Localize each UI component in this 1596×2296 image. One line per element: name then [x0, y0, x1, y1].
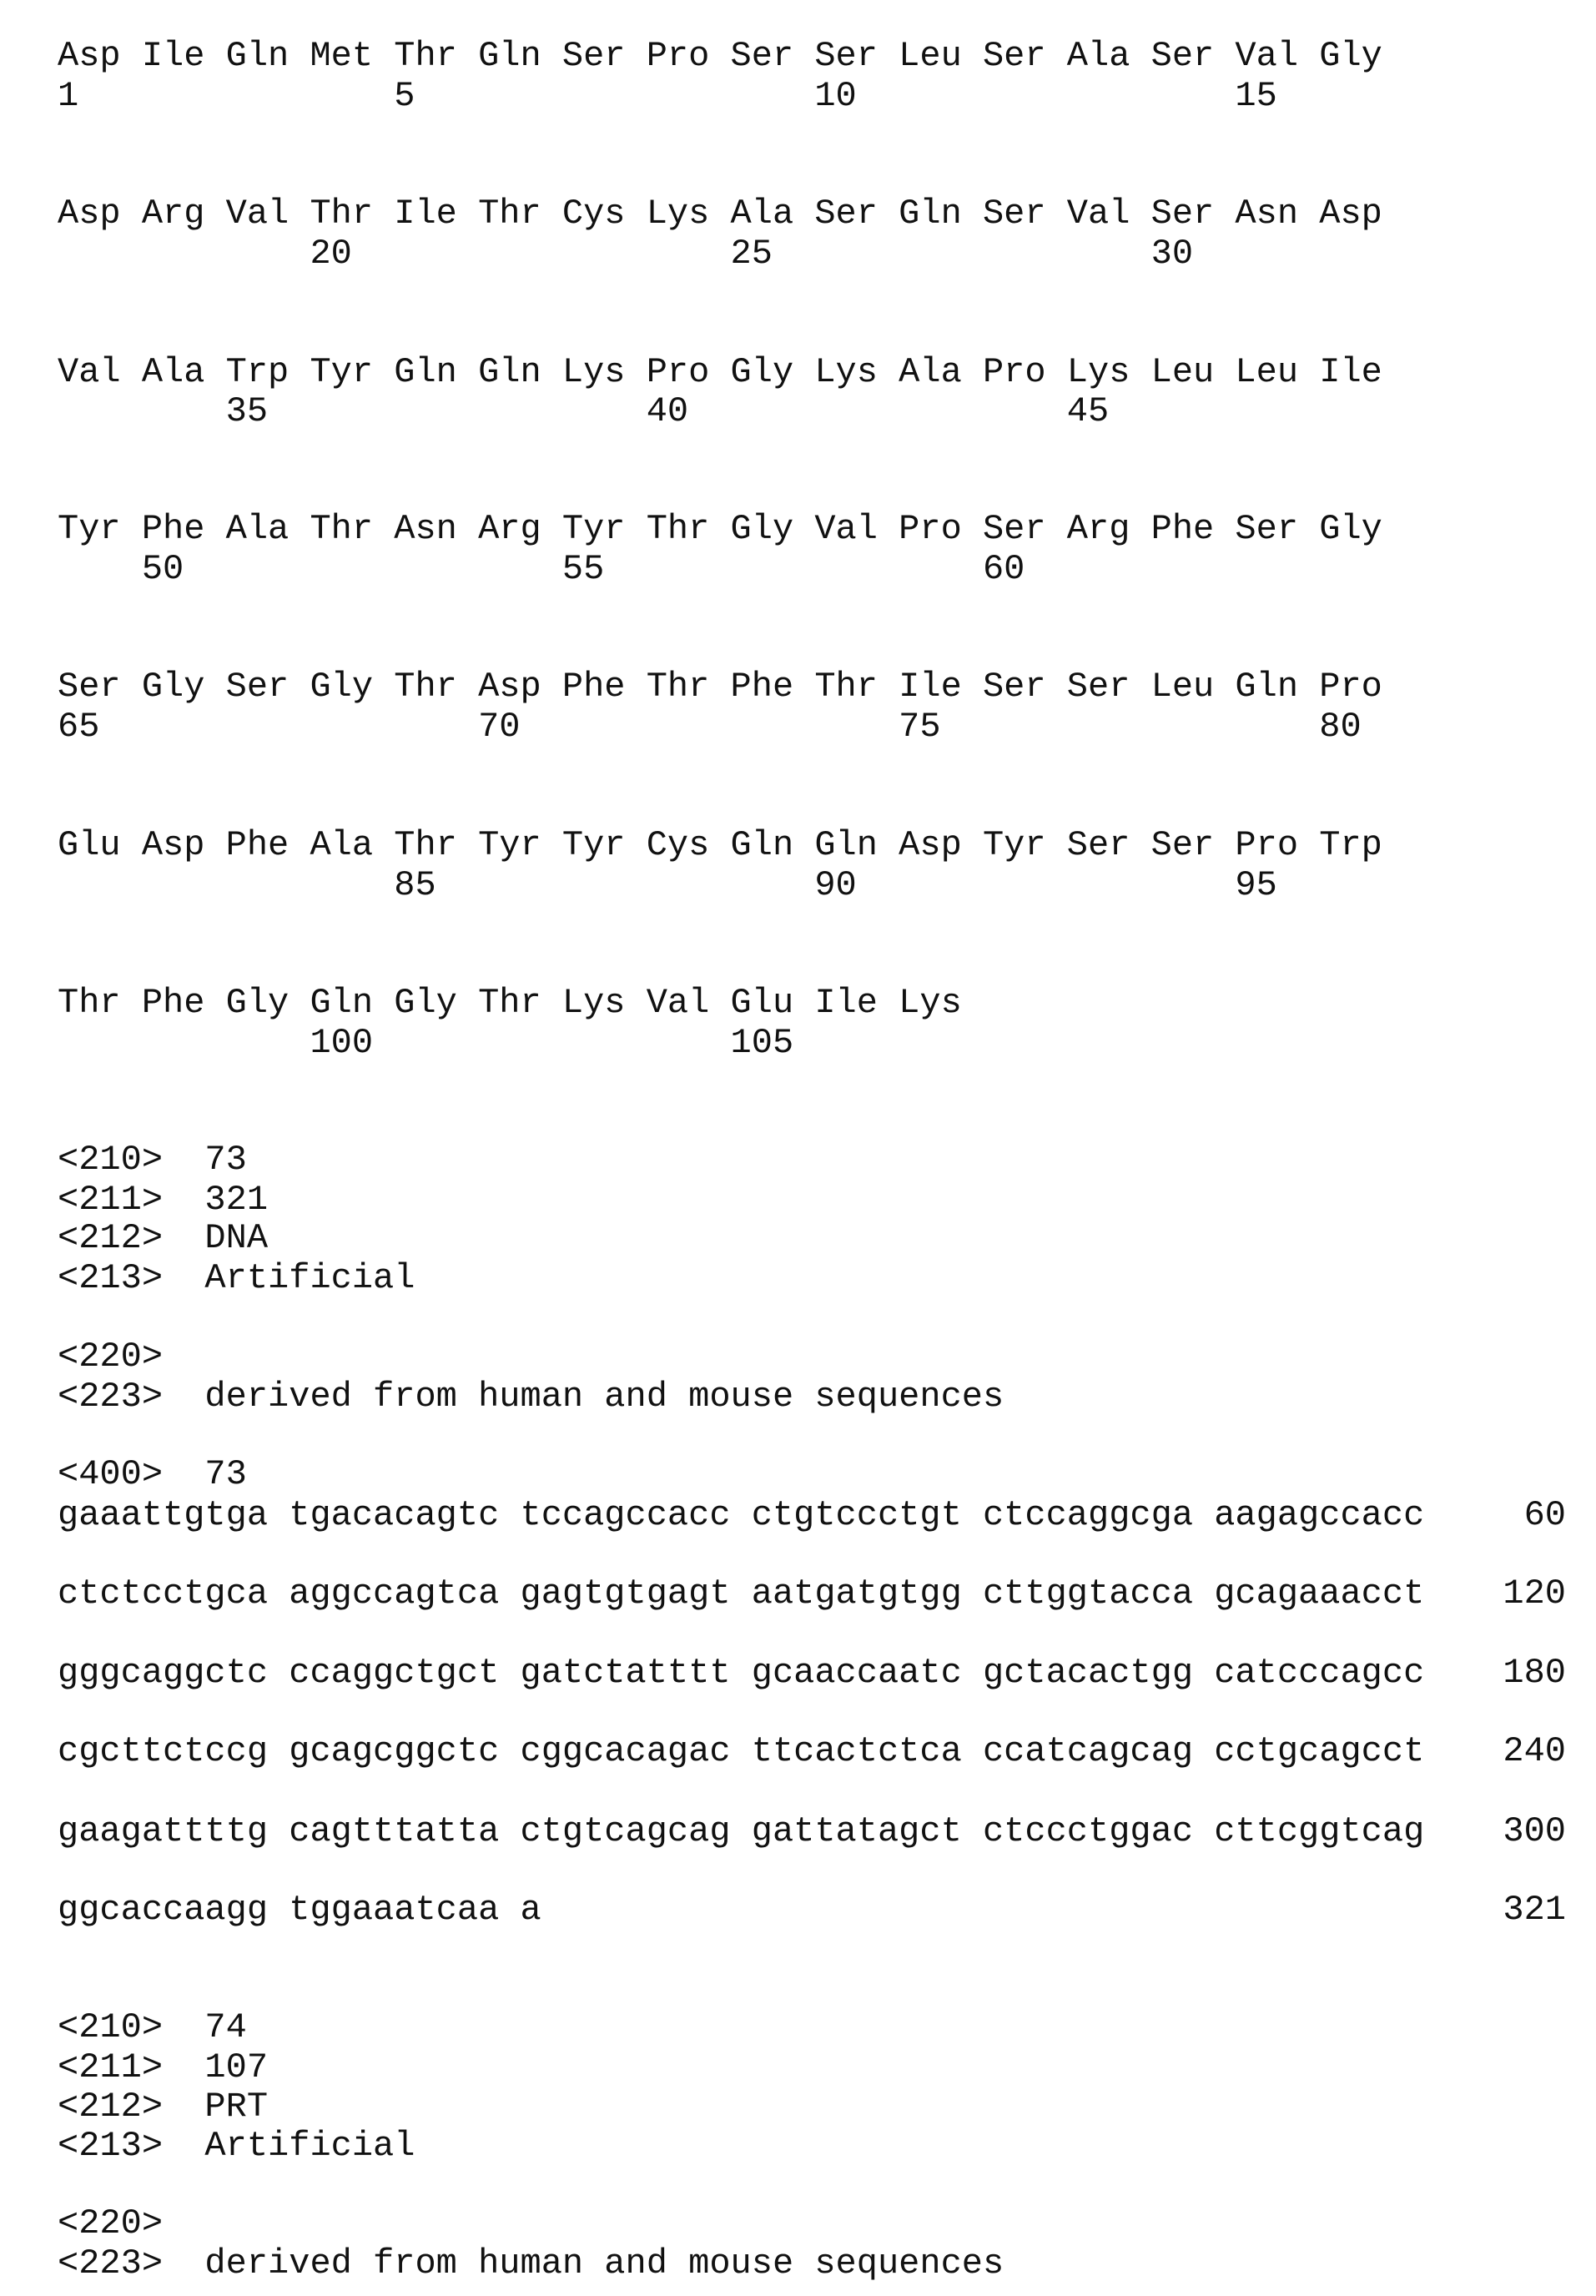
- field-220: <220>: [58, 2204, 163, 2243]
- field-210: <210> 74: [58, 2008, 247, 2047]
- dna-line: [58, 1732, 1566, 1771]
- field-220: <220>: [58, 1337, 163, 1377]
- dna-position: 180: [1503, 1654, 1566, 1693]
- dna-sequence: gggcaggctc ccaggctgct gatctatttt gcaaccaatc gctacactgg catcccagcc: [58, 1654, 1424, 1693]
- dna-position: 300: [1503, 1812, 1566, 1851]
- residue-row: Glu Asp Phe Ala Thr Tyr Tyr Cys Gln Gln Asp Tyr Ser Ser Pro Trp: [58, 826, 1382, 865]
- dna-position: 240: [1503, 1732, 1566, 1771]
- dna-line: [58, 1891, 1566, 1930]
- residue-numbers: 65 70 75 80: [58, 707, 1362, 747]
- dna-sequence: ggcaccaagg tggaaatcaa a: [58, 1891, 541, 1930]
- field-213: <213> Artificial: [58, 1259, 415, 1298]
- dna-line: [58, 1574, 1566, 1614]
- field-400: <400> 73: [58, 1455, 247, 1494]
- dna-position: 321: [1503, 1891, 1566, 1930]
- dna-position: 60: [1524, 1496, 1566, 1535]
- residue-row: Asp Arg Val Thr Ile Thr Cys Lys Ala Ser Gln Ser Val Ser Asn Asp: [58, 194, 1382, 234]
- dna-sequence: gaaattgtga tgacacagtc tccagccacc ctgtccctgt ctccaggcga aagagccacc: [58, 1496, 1424, 1535]
- residue-numbers: 85 90 95: [58, 866, 1277, 905]
- field-213: <213> Artificial: [58, 2127, 415, 2166]
- field-211: <211> 321: [58, 1181, 268, 1220]
- field-210: <210> 73: [58, 1140, 247, 1180]
- residue-row: Val Ala Trp Tyr Gln Gln Lys Pro Gly Lys Ala Pro Lys Leu Leu Ile: [58, 353, 1382, 392]
- dna-line: [58, 1812, 1566, 1851]
- residue-row: Asp Ile Gln Met Thr Gln Ser Pro Ser Ser Leu Ser Ala Ser Val Gly: [58, 37, 1382, 76]
- residue-row: Ser Gly Ser Gly Thr Asp Phe Thr Phe Thr Ile Ser Ser Leu Gln Pro: [58, 667, 1382, 707]
- field-223: <223> derived from human and mouse sequences: [58, 2244, 1004, 2283]
- dna-sequence: gaagattttg cagtttatta ctgtcagcag gattatagct ctccctggac cttcggtcag: [58, 1812, 1424, 1851]
- residue-row: Thr Phe Gly Gln Gly Thr Lys Val Glu Ile Lys: [58, 984, 962, 1023]
- dna-line: [58, 1496, 1566, 1535]
- dna-line: [58, 1654, 1566, 1693]
- dna-position: 120: [1503, 1574, 1566, 1614]
- dna-sequence: cgcttctccg gcagcggctc cggcacagac ttcactctca ccatcagcag cctgcagcct: [58, 1732, 1424, 1771]
- residue-numbers: 50 55 60: [58, 550, 1025, 589]
- residue-numbers: 100 105: [58, 1024, 793, 1063]
- residue-numbers: 20 25 30: [58, 234, 1193, 274]
- field-212: <212> DNA: [58, 1219, 268, 1258]
- field-211: <211> 107: [58, 2048, 268, 2087]
- residue-numbers: 35 40 45: [58, 392, 1109, 431]
- field-223: <223> derived from human and mouse sequences: [58, 1377, 1004, 1417]
- residue-row: Tyr Phe Ala Thr Asn Arg Tyr Thr Gly Val Pro Ser Arg Phe Ser Gly: [58, 510, 1382, 549]
- residue-numbers: 1 5 10 15: [58, 77, 1277, 116]
- field-212: <212> PRT: [58, 2087, 268, 2127]
- dna-sequence: ctctcctgca aggccagtca gagtgtgagt aatgatgtgg cttggtacca gcagaaacct: [58, 1574, 1424, 1614]
